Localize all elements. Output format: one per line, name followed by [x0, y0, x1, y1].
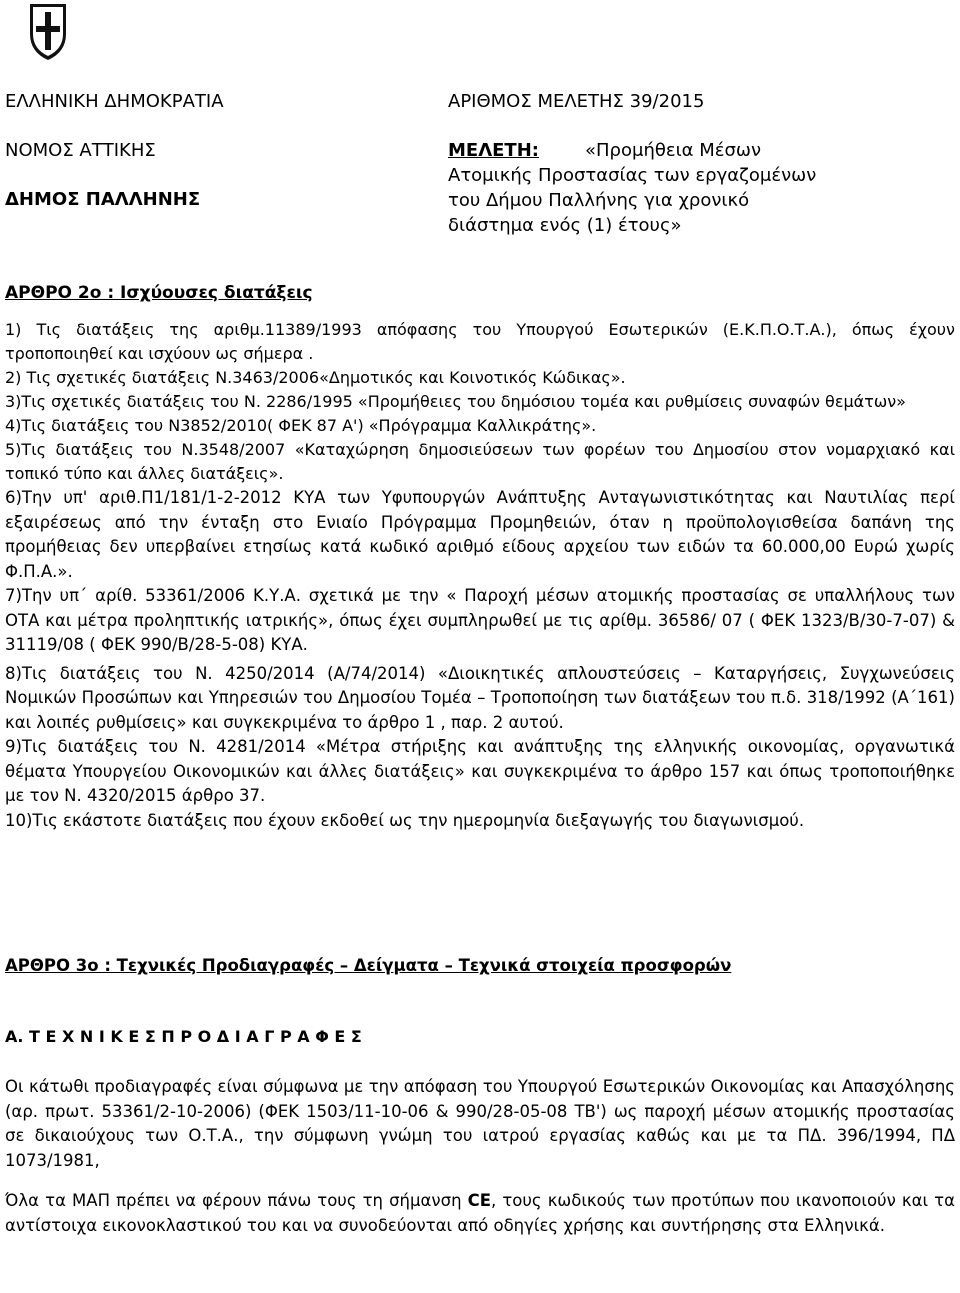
- provision-3: 3)Τις σχετικές διατάξεις του Ν. 2286/1995 «Προμήθειες του δημόσιου τομέα και ρυθμίσεις συναφών θεμάτων»: [5, 392, 906, 411]
- technical-specs-subheading: Α. Τ Ε Χ Ν Ι Κ Ε Σ Π Ρ Ο Δ Ι Α Γ Ρ Α Φ Ε Σ: [5, 1027, 362, 1046]
- article2-heading: ΑΡΘΡΟ 2ο : Ισχύουσες διατάξεις: [5, 283, 313, 303]
- specs-paragraph-1: Οι κάτωθι προδιαγραφές είναι σύμφωνα με την απόφαση του Υπουργού Εσωτερικών Οικονομίας και Απασχόλησης (αρ. πρωτ. 53361/2-10-2006) (ΦΕΚ 1503/11-10-06 & 990/28-05-08 ΤΒ') ως παροχή μέσων ατομικής προστασίας σε δικαιούχους των Ο.Τ.Α., την σύμφωνη γνώμη του ιατρού εργασίας καθώς και με τα ΠΔ. 396/1994, ΠΔ 1073/1981,: [5, 1077, 955, 1170]
- article3-body: [5, 1075, 955, 1238]
- provision-10: 10)Τις εκάστοτε διατάξεις που έχουν εκδοθεί ως την ημερομηνία διεξαγωγής του διαγωνισμού.: [5, 810, 805, 830]
- study-label: ΜΕΛΕΤΗ:: [448, 140, 539, 161]
- provision-6: 6)Την υπ' αριθ.Π1/181/1-2-2012 ΚΥΑ των Υφυπουργών Ανάπτυξης Ανταγωνιστικότητας και Ναυτιλίας περί εξαιρέσεως από την ένταξη στο Ενιαίο Πρόγραμμα Προμηθειών, όταν η προϋπολογισθείσα δαπάνη της προμήθειας δεν υπερβαίνει ετησίως κατά κωδικό αριθμό είδους αρχείου των ειδών τα 60.000,00 Ευρώ χωρίς Φ.Π.Α.».: [5, 488, 955, 581]
- study-title-line-4: διάστημα ενός (1) έτους»: [448, 215, 682, 236]
- provision-5: 5)Τις διατάξεις του Ν.3548/2007 «Καταχώρηση δημοσιεύσεων των φορέων του Δημοσίου στον νομαρχιακό και τοπικό τύπο και άλλες διατάξεις».: [5, 440, 955, 483]
- specs-paragraph-2-start: Όλα τα ΜΑΠ πρέπει να φέρουν πάνω τους τη σήμανση: [5, 1191, 468, 1210]
- municipality-name: ΔΗΜΟΣ ΠΑΛΛΗΝΗΣ: [5, 189, 201, 210]
- article2-list: [5, 318, 955, 833]
- study-number: ΑΡΙΘΜΟΣ ΜΕΛΕΤΗΣ 39/2015: [448, 91, 705, 112]
- prefecture-name: ΝΟΜΟΣ ΑΤΤΙΚΗΣ: [5, 140, 156, 161]
- provision-1: 1) Τις διατάξεις της αριθμ.11389/1993 απόφασης του Υπουργού Εσωτερικών (Ε.Κ.Π.Ο.Τ.Α.), όπως έχουν τροποποιηθεί και ισχύουν ως σήμερα .: [5, 320, 955, 363]
- study-title-line-1: «Προμήθεια Μέσων: [585, 140, 762, 161]
- country-name: ΕΛΛΗΝΙΚΗ ΔΗΜΟΚΡΑΤΙΑ: [5, 91, 224, 112]
- article3-heading: ΑΡΘΡΟ 3ο : Τεχνικές Προδιαγραφές – Δείγματα – Τεχνικά στοιχεία προσφορών: [5, 956, 732, 975]
- provision-8: 8)Τις διατάξεις του Ν. 4250/2014 (Α/74/2014) «Διοικητικές απλουστεύσεις – Καταργήσεις, Συγχωνεύσεις Νομικών Προσώπων και Υπηρεσιών του Δημοσίου Τομέα – Τροποποίηση των διατάξεων του π.δ. 318/1992 (Α΄161) και λοιπές ρυθμίσεις» και συγκεκριμένα το άρθρο 1 , παρ. 2 αυτού.: [5, 663, 955, 732]
- provision-9: 9)Τις διατάξεις του Ν. 4281/2014 «Μέτρα στήριξης και ανάπτυξης της ελληνικής οικονομίας, οργανωτικά θέματα Υπουργείου Οικονομικών και άλλες διατάξεις» και συγκεκριμένα το άρθρο 157 και όπως τροποποιήθηκε με τον Ν. 4320/2015 άρθρο 37.: [5, 737, 955, 805]
- provision-4: 4)Τις διατάξεις του Ν3852/2010( ΦΕΚ 87 Α') «Πρόγραμμα Καλλικράτης».: [5, 416, 597, 435]
- provision-7: 7)Την υπ΄ αρίθ. 53361/2006 Κ.Υ.Α. σχετικά με την « Παροχή μέσων ατομικής προστασίας σε υπαλλήλους των ΟΤΑ και μέτρα προληπτικής ιατρικής», όπως έχει συμπληρωθεί με τις αρίθμ. 36586/ 07 ( ΦΕΚ 1323/Β/30-7-07) & 31119/08 ( ΦΕΚ 990/Β/28-5-08) ΚΥΑ.: [5, 586, 955, 654]
- provision-2: 2) Τις σχετικές διατάξεις Ν.3463/2006«Δημοτικός και Κοινοτικός Κώδικας».: [5, 368, 626, 387]
- specs-paragraph-2: [5, 1189, 955, 1238]
- study-title-line-2: Ατομικής Προστασίας των εργαζομένων: [448, 165, 817, 186]
- specs-paragraph-2-end: , τους κωδικούς των προτύπων που ικανοποιούν και τα αντίστοιχα εικονοκλαστικού του και να συνοδεύονται από οδηγίες χρήσης και συντήρησης στα Ελληνικά.: [5, 1191, 955, 1235]
- greek-coat-of-arms-seal: [24, 0, 72, 62]
- ce-mark-text: CE: [467, 1191, 492, 1210]
- study-title-line-3: του Δήμου Παλλήνης για χρονικό: [448, 190, 750, 211]
